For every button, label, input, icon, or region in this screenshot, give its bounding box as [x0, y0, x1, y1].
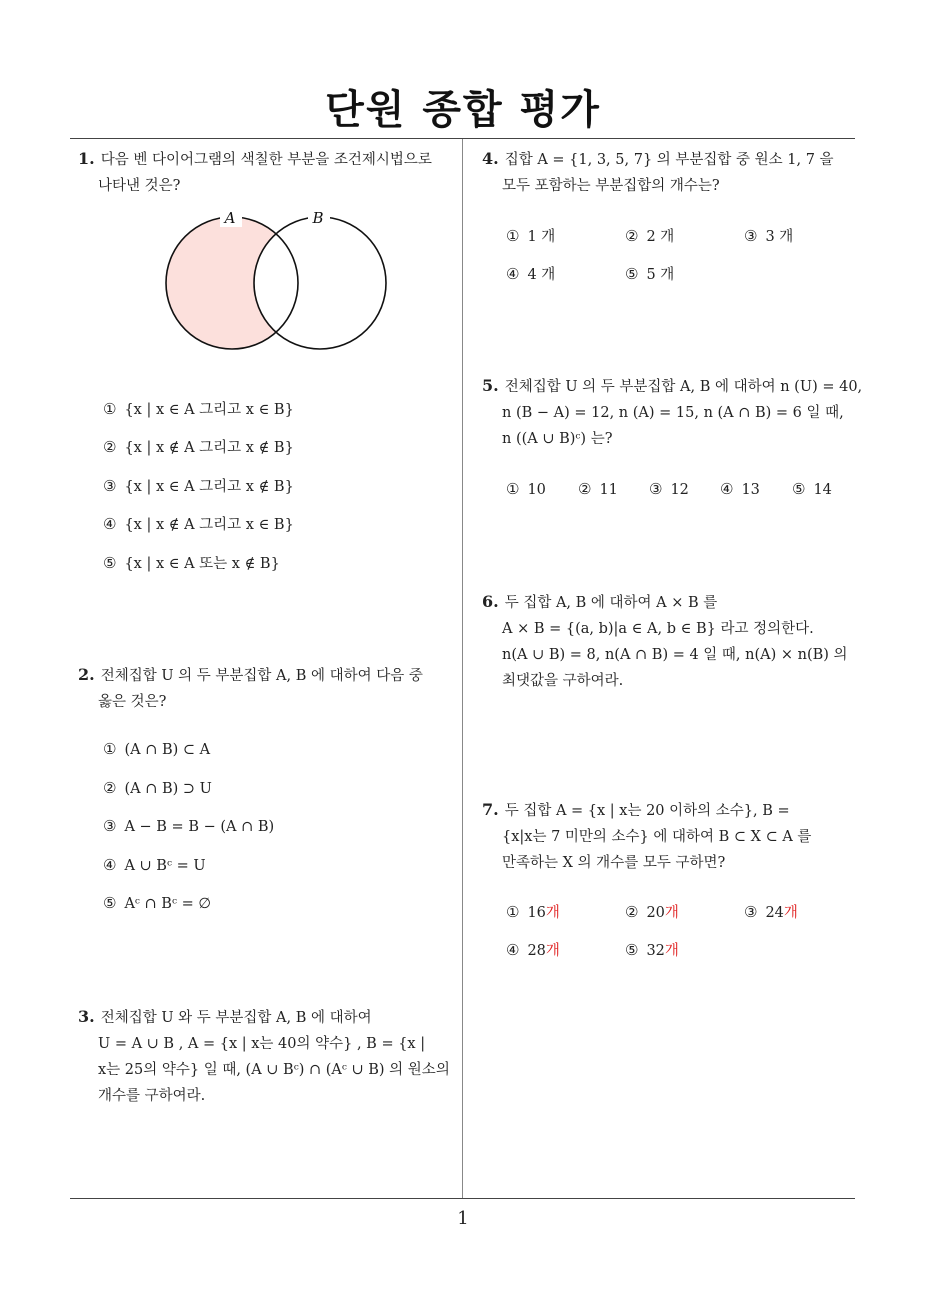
problem-6: [482, 589, 848, 694]
problem-4-line-1: 집합 A = {1, 3, 5, 7} 의 부분집합 중 원소 1, 7 을: [504, 152, 834, 168]
problem-1-line-2: 나타낸 것은?: [98, 178, 181, 194]
venn-label-a: A: [224, 209, 236, 227]
problem-6-line-3: n(A ∪ B) = 8, n(A ∩ B) = 4 일 때, n(A) × n(B) 의: [502, 647, 848, 663]
problem-1-line-1: 다음 벤 다이어그램의 색칠한 부분을 조건제시법으로: [100, 152, 432, 168]
problem-3-number: 3.: [78, 1007, 95, 1026]
page-number: 1: [457, 1208, 469, 1229]
problem-3-line-3: x는 25의 약수} 일 때, (A ∪ Bᶜ) ∩ (Aᶜ ∪ B) 의 원소의: [98, 1062, 450, 1078]
problem-7-line-3: 만족하는 X 의 개수를 모두 구하면?: [502, 855, 726, 871]
problem-1: [78, 146, 432, 199]
p1-choice-2[interactable]: ② {x | x ∉ A 그리고 x ∉ B}: [103, 438, 294, 456]
problem-6-line-2: A × B = {(a, b)|a ∈ A, b ∈ B} 라고 정의한다.: [502, 621, 814, 637]
venn-label-b: B: [312, 209, 324, 227]
problem-4-number: 4.: [482, 149, 499, 168]
venn-diagram: [150, 205, 400, 365]
bottom-rule: [70, 1198, 855, 1199]
problem-5: [482, 373, 862, 452]
p7-choice-2[interactable]: ② 20개: [625, 903, 679, 921]
problem-4: [482, 146, 834, 199]
p5-choice-1[interactable]: ① 10: [506, 480, 546, 498]
p1-choice-4[interactable]: ④ {x | x ∉ A 그리고 x ∈ B}: [103, 515, 294, 533]
p2-choice-2[interactable]: ② (A ∩ B) ⊃ U: [103, 779, 212, 797]
p7-choice-5[interactable]: ⑤ 32개: [625, 941, 679, 959]
p5-choice-4[interactable]: ④ 13: [720, 480, 760, 498]
p2-choice-1[interactable]: ① (A ∩ B) ⊂ A: [103, 740, 211, 758]
p7-choice-1[interactable]: ① 16개: [506, 903, 560, 921]
p7-choice-3[interactable]: ③ 24개: [744, 903, 798, 921]
problem-3-line-2: U = A ∪ B , A = {x | x는 40의 약수} , B = {x |: [98, 1036, 426, 1052]
p4-choice-5[interactable]: ⑤ 5 개: [625, 265, 675, 283]
p1-choice-5[interactable]: ⑤ {x | x ∈ A 또는 x ∉ B}: [103, 554, 280, 572]
problem-6-number: 6.: [482, 592, 499, 611]
page-title: 단원 종합 평가: [325, 87, 601, 133]
problem-6-line-4: 최댓값을 구하여라.: [502, 673, 624, 689]
problem-2-number: 2.: [78, 665, 95, 684]
p4-choice-4[interactable]: ④ 4 개: [506, 265, 556, 283]
problem-2: [78, 662, 423, 715]
problem-3: [78, 1004, 450, 1109]
problem-3-line-1: 전체집합 U 와 두 부분집합 A, B 에 대하여: [100, 1010, 372, 1026]
problem-4-line-2: 모두 포함하는 부분집합의 개수는?: [502, 178, 720, 194]
p5-choice-5[interactable]: ⑤ 14: [792, 480, 832, 498]
problem-5-number: 5.: [482, 376, 499, 395]
p2-choice-4[interactable]: ④ A ∪ Bᶜ = U: [103, 856, 206, 874]
p2-choice-5[interactable]: ⑤ Aᶜ ∩ Bᶜ = ∅: [103, 894, 211, 912]
problem-5-line-3: n ((A ∪ B)ᶜ) 는?: [502, 431, 613, 447]
p7-choice-4[interactable]: ④ 28개: [506, 941, 560, 959]
problem-6-line-1: 두 집합 A, B 에 대하여 A × B 를: [504, 595, 718, 611]
problem-7-line-2: {x|x는 7 미만의 소수} 에 대하여 B ⊂ X ⊂ A 를: [502, 829, 812, 845]
p4-choice-1[interactable]: ① 1 개: [506, 227, 556, 245]
p5-choice-3[interactable]: ③ 12: [649, 480, 689, 498]
p5-choice-2[interactable]: ② 11: [578, 480, 618, 498]
problem-7-line-1: 두 집합 A = {x | x는 20 이하의 소수}, B =: [504, 803, 790, 819]
problem-5-line-2: n (B − A) = 12, n (A) = 15, n (A ∩ B) = 6 일 때,: [502, 405, 844, 421]
p1-choice-3[interactable]: ③ {x | x ∈ A 그리고 x ∉ B}: [103, 477, 294, 495]
p4-choice-3[interactable]: ③ 3 개: [744, 227, 794, 245]
problem-1-number: 1.: [78, 149, 95, 168]
p4-choice-2[interactable]: ② 2 개: [625, 227, 675, 245]
column-divider: [462, 139, 463, 1198]
problem-3-line-4: 개수를 구하여라.: [98, 1088, 206, 1104]
problem-7: [482, 797, 811, 876]
p2-choice-3[interactable]: ③ A − B = B − (A ∩ B): [103, 817, 275, 835]
problem-7-number: 7.: [482, 800, 499, 819]
problem-5-line-1: 전체집합 U 의 두 부분집합 A, B 에 대하여 n (U) = 40,: [504, 379, 863, 395]
problem-2-line-2: 옳은 것은?: [98, 694, 167, 710]
p1-choice-1[interactable]: ① {x | x ∈ A 그리고 x ∈ B}: [103, 400, 294, 418]
problem-2-line-1: 전체집합 U 의 두 부분집합 A, B 에 대하여 다음 중: [100, 668, 423, 684]
